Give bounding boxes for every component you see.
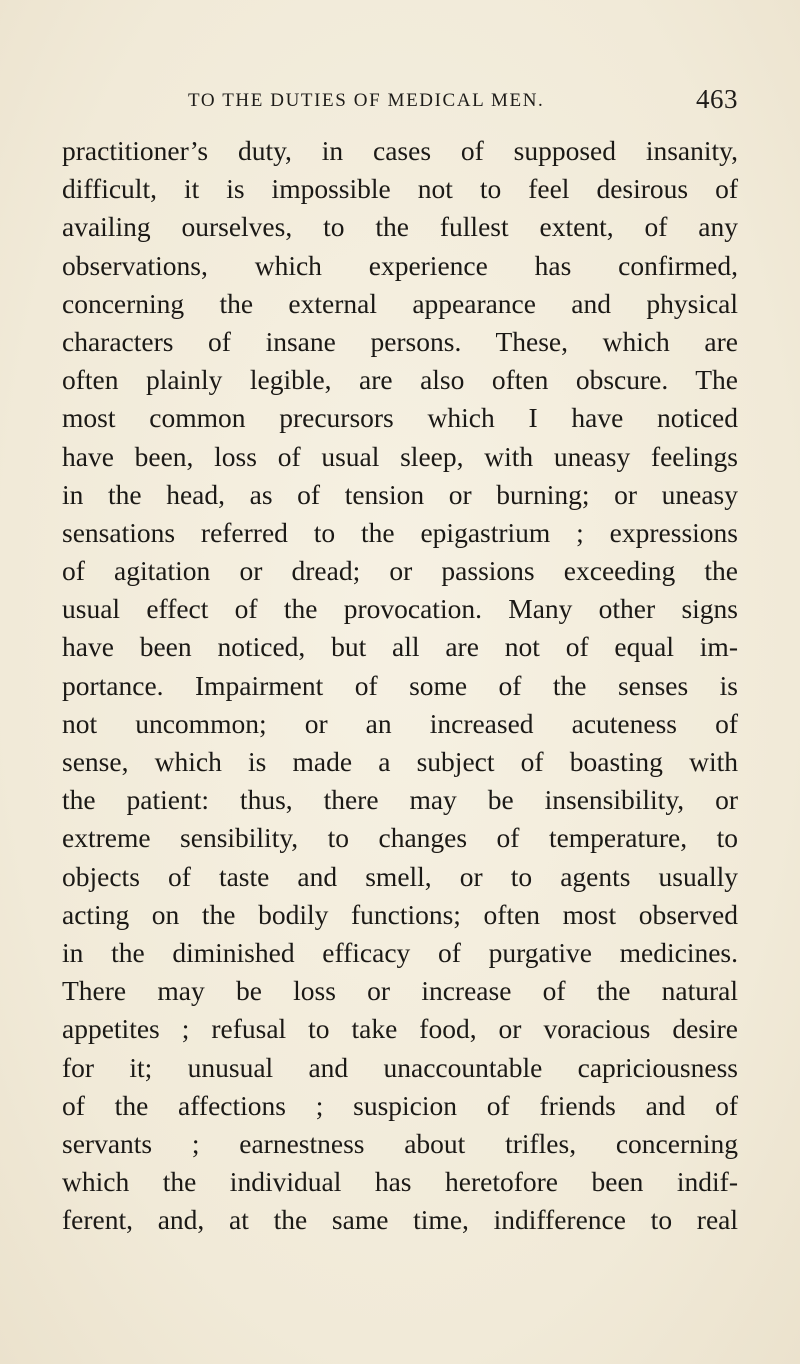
text-line: ferent, and, at the same time, indifference to real [62,1204,738,1236]
text-line: characters of insane persons. These, which are [62,325,738,357]
text-line: in the head, as of tension or burning; or uneasy [62,478,738,510]
text-line: appetites ; refusal to take food, or voracious desire [62,1013,738,1045]
text-line: the patient: thus, there may be insensibility, or [62,784,738,816]
body-paragraph [62,132,738,1239]
text-line: servants ; earnestness about trifles, concerning [62,1127,738,1159]
text-line: of agitation or dread; or passions exceeding the [62,555,738,587]
text-line: in the diminished efficacy of purgative medicines. [62,936,738,968]
text-line: not uncommon; or an increased acuteness of [62,707,738,739]
text-line: most common precursors which I have noticed [62,402,738,434]
text-line: difficult, it is impossible not to feel desirous of [62,173,738,205]
text-line: acting on the bodily functions; often most observed [62,898,738,930]
text-line: usual effect of the provocation. Many other signs [62,593,738,625]
text-line: for it; unusual and unaccountable capriciousness [62,1051,738,1083]
text-line: availing ourselves, to the fullest extent, of any [62,211,738,243]
text-line: of the affections ; suspicion of friends and of [62,1089,738,1121]
text-line: concerning the external appearance and physical [62,287,738,319]
text-line: have been, loss of usual sleep, with uneasy feelings [62,440,738,472]
text-line: observations, which experience has confirmed, [62,249,738,281]
text-line: have been noticed, but all are not of equal im- [62,631,738,663]
running-head [62,84,738,118]
text-line: practitioner’s duty, in cases of supposed insanity, [62,135,738,166]
text-line: objects of taste and smell, or to agents usually [62,860,738,892]
page-number: 463 [696,84,738,114]
text-line: portance. Impairment of some of the senses is [62,669,738,701]
text-line: There may be loss or increase of the natural [62,975,738,1007]
text-line: extreme sensibility, to changes of temperature, to [62,822,738,854]
text-line: which the individual has heretofore been indif- [62,1166,738,1198]
running-title: TO THE DUTIES OF MEDICAL MEN. [188,90,545,111]
text-line: sensations referred to the epigastrium ; expressions [62,516,738,548]
text-line: sense, which is made a subject of boasting with [62,746,738,777]
text-line: often plainly legible, are also often obscure. The [62,364,738,396]
